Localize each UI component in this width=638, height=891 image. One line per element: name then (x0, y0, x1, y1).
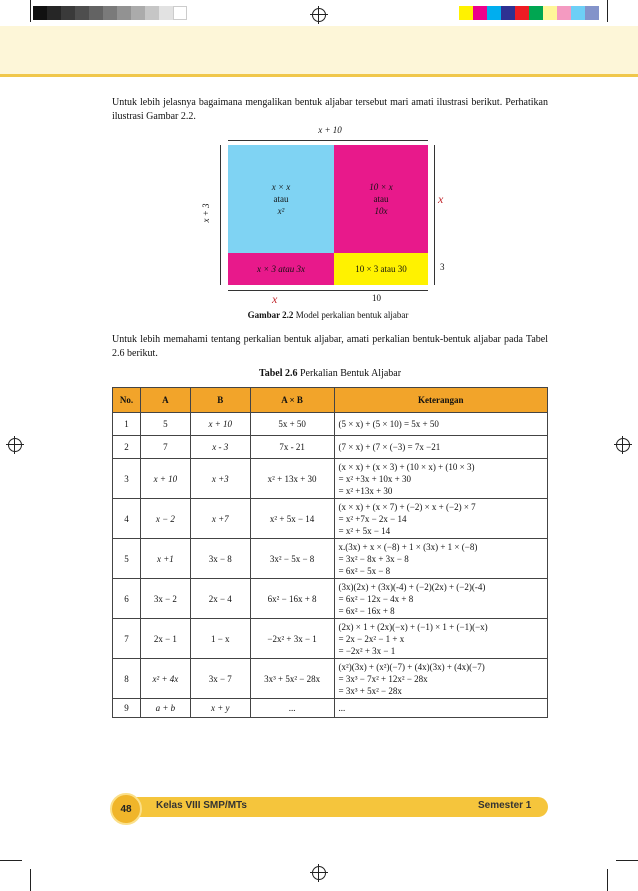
cell-no: 9 (113, 699, 141, 718)
ket-line: = −2x² + 3x − 1 (338, 645, 396, 656)
ket-line: (x × x) + (x × 7) + (−2) × x + (−2) × 7 (338, 501, 476, 512)
top-dimension-line (228, 140, 428, 141)
ket-line: (3x)(2x) + (3x)(-4) + (−2)(2x) + (−2)(-4) (338, 581, 486, 592)
cell-a: x² + 4x (140, 659, 190, 699)
intro-paragraph: Untuk lebih jelasnya bagaimana mengalikan bentuk aljabar tersebut mari amati ilustrasi berikut. Perhatikan ilustrasi Gambar 2.2. (112, 97, 548, 122)
ket-line: = 6x² − 12x − 4x + 8 (338, 593, 414, 604)
cell-keterangan (334, 459, 548, 499)
cell-no: 6 (113, 579, 141, 619)
table-row (113, 659, 548, 699)
table-header-row (113, 388, 548, 413)
ket-line: (2x) × 1 + (2x)(−x) + (−1) × 1 + (−1)(−x) (338, 621, 488, 632)
cell-ab: 3x³ + 5x² − 28x (250, 659, 334, 699)
cell-xx-line2: atau (273, 194, 289, 204)
ket-line: (x²)(3x) + (x²)(−7) + (4x)(3x) + (4x)(−7) (338, 661, 485, 672)
cell-x-times-3 (228, 253, 334, 285)
ket-line: ... (338, 703, 346, 713)
table-row (113, 699, 548, 718)
table-caption-text: Perkalian Bentuk Aljabar (299, 368, 402, 379)
cell-30-label: 10 × 3 atau 30 (355, 264, 407, 274)
cell-no: 2 (113, 436, 141, 459)
ket-line: = x² + 5x − 14 (338, 525, 391, 536)
table-row (113, 619, 548, 659)
cell-keterangan (334, 699, 548, 718)
cell-no: 1 (113, 413, 141, 436)
cell-10x-line2: atau (373, 194, 389, 204)
figure-caption-label: Gambar 2.2 (247, 310, 294, 320)
cell-ab: −2x² + 3x − 1 (250, 619, 334, 659)
cell-10-times-x (334, 145, 428, 253)
header-a: A (140, 388, 190, 413)
cell-a: x − 2 (140, 499, 190, 539)
cell-no: 8 (113, 659, 141, 699)
ket-line: (7 × x) + (7 × (−3) = 7x −21 (338, 442, 441, 452)
left-dimension-line (220, 145, 221, 285)
cell-ab: ... (250, 699, 334, 718)
top-dimension-label: x + 10 (318, 125, 342, 135)
ket-line: = 2x − 2x² − 1 + x (338, 633, 405, 644)
cell-no: 3 (113, 459, 141, 499)
cell-keterangan (334, 499, 548, 539)
cell-keterangan (334, 579, 548, 619)
cell-x-times-x (228, 145, 334, 253)
ket-line: x.(3x) + x × (−8) + 1 × (3x) + 1 × (−8) (338, 541, 478, 552)
bottom-x-label: x (272, 292, 278, 306)
ket-line: = 3x³ − 7x² + 12x² − 28x (338, 673, 428, 684)
header-no: No. (113, 388, 141, 413)
footer-semester: Semester 1 (478, 800, 532, 811)
table-row (113, 459, 548, 499)
header-ab: A × B (250, 388, 334, 413)
table-row (113, 579, 548, 619)
table-row (113, 539, 548, 579)
table-row (113, 413, 548, 436)
right-dimension-line (434, 145, 435, 285)
cell-b: x +3 (190, 459, 250, 499)
right-3-label: 3 (440, 262, 445, 272)
ket-line: = 3x² − 8x + 3x − 8 (338, 553, 409, 564)
ket-line: = x² +3x + 10x + 30 (338, 473, 412, 484)
right-x-label: x (438, 192, 444, 206)
ket-line: = 6x² − 16x + 8 (338, 605, 395, 616)
cell-b: x + 10 (190, 413, 250, 436)
ket-line: (x × x) + (x × 3) + (10 × x) + (10 × 3) (338, 461, 475, 472)
cell-b: 3x − 8 (190, 539, 250, 579)
left-dimension-label: x + 3 (201, 203, 211, 223)
ket-line: = x² +13x + 30 (338, 485, 393, 496)
cell-b: 1 − x (190, 619, 250, 659)
cell-a: 2x − 1 (140, 619, 190, 659)
header-band (0, 26, 638, 74)
cell-xx-line1: x × x (271, 182, 291, 192)
cell-ab: x² + 13x + 30 (250, 459, 334, 499)
ket-line: = 3x³ + 5x² − 28x (338, 685, 402, 696)
cell-10x-line1: 10 × x (369, 182, 393, 192)
cell-xx-line3: x² (277, 206, 285, 216)
cell-no: 4 (113, 499, 141, 539)
bottom-dimension-line (228, 290, 428, 291)
cell-a: 3x − 2 (140, 579, 190, 619)
header-band-line (0, 74, 638, 77)
ket-line: (5 × x) + (5 × 10) = 5x + 50 (338, 419, 439, 429)
cell-keterangan (334, 619, 548, 659)
cell-ab: 6x² − 16x + 8 (250, 579, 334, 619)
table-caption (112, 368, 548, 379)
ket-line: = x² +7x − 2x − 14 (338, 513, 407, 524)
header-b: B (190, 388, 250, 413)
table-intro-paragraph: Untuk lebih memahami tentang perkalian bentuk aljabar, amati perkalian bentuk-bentuk aljabar pada Tabel 2.6 berikut. (112, 334, 548, 359)
table-row (113, 499, 548, 539)
page-number-badge (110, 793, 142, 825)
cell-no: 7 (113, 619, 141, 659)
cell-keterangan (334, 436, 548, 459)
cell-3x-label: x × 3 atau 3x (256, 264, 306, 274)
cell-keterangan (334, 413, 548, 436)
cell-b: x +7 (190, 499, 250, 539)
cell-b: x - 3 (190, 436, 250, 459)
bottom-10-label: 10 (372, 293, 381, 303)
cell-ab: 5x + 50 (250, 413, 334, 436)
cell-10x-line3: 10x (374, 206, 388, 216)
cell-a: 5 (140, 413, 190, 436)
cell-a: x +1 (140, 539, 190, 579)
cell-ab: 3x² − 5x − 8 (250, 539, 334, 579)
cell-a: 7 (140, 436, 190, 459)
cell-a: x + 10 (140, 459, 190, 499)
cell-b: 2x − 4 (190, 579, 250, 619)
table-caption-label: Tabel 2.6 (258, 368, 298, 379)
cell-b: 3x − 7 (190, 659, 250, 699)
table-row (113, 436, 548, 459)
cell-no: 5 (113, 539, 141, 579)
cell-ab: x² + 5x − 14 (250, 499, 334, 539)
cell-10-times-3 (334, 253, 428, 285)
header-keterangan: Keterangan (334, 388, 548, 413)
cell-a: a + b (140, 699, 190, 718)
cell-b: x + y (190, 699, 250, 718)
cell-keterangan (334, 539, 548, 579)
page-number: 48 (120, 803, 132, 815)
figure-caption-text: Model perkalian bentuk aljabar (295, 310, 409, 320)
ket-line: = 6x² − 5x − 8 (338, 565, 391, 576)
cell-ab: 7x - 21 (250, 436, 334, 459)
figure-caption (228, 310, 428, 320)
multiplication-table (112, 387, 548, 718)
cell-keterangan (334, 659, 548, 699)
footer-book-title: Kelas VIII SMP/MTs (156, 800, 247, 811)
